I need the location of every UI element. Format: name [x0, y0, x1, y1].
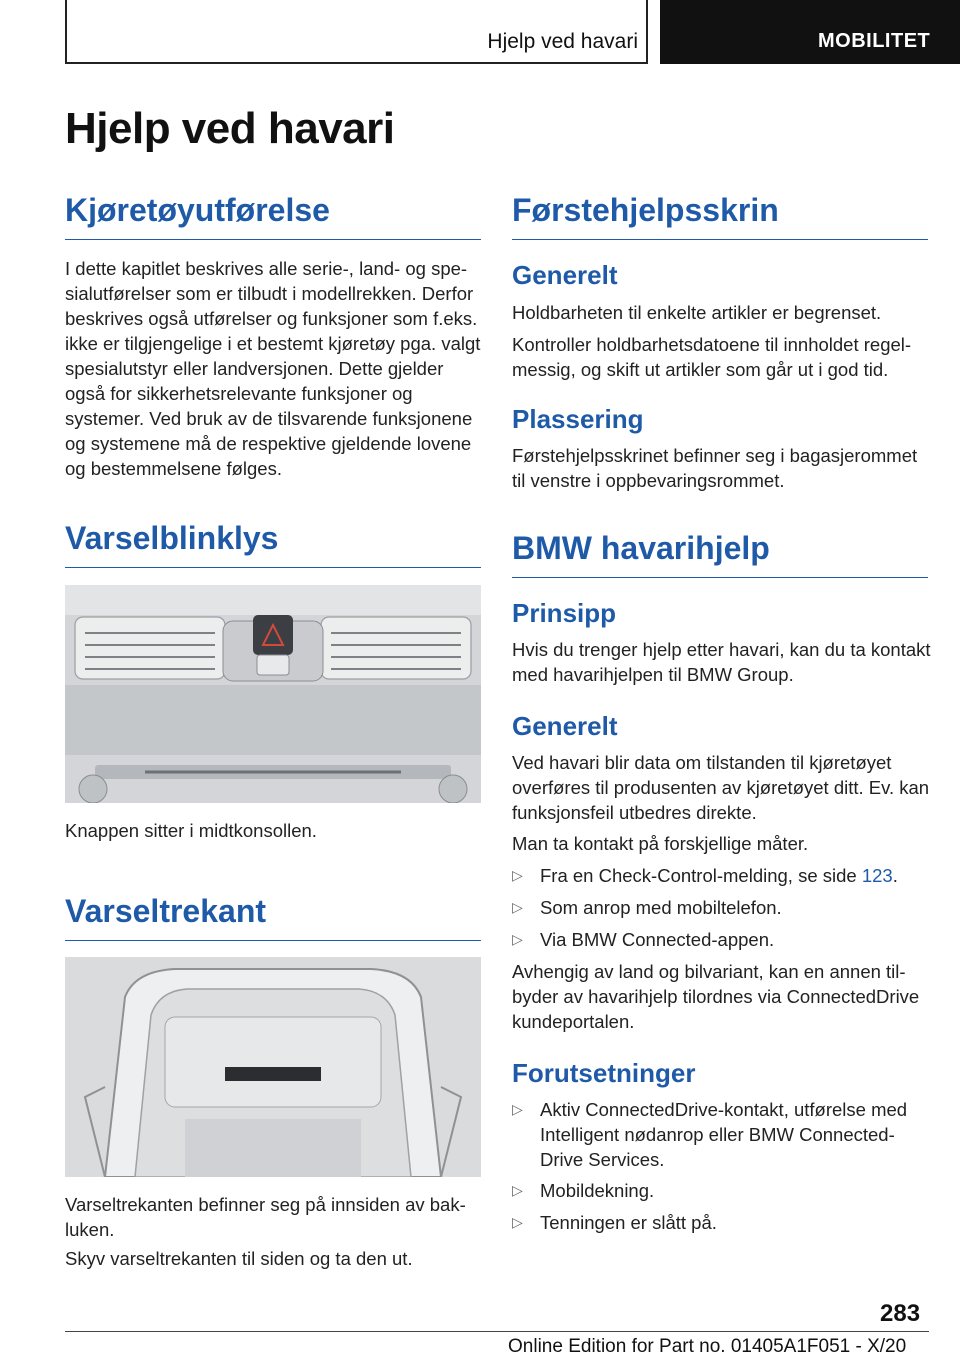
page-title: Hjelp ved havari: [65, 104, 395, 153]
assistance-general-text: Ved havari blir data om tilstanden til kjøretøyet overføres til produsenten av kjøretøyet ditt. Ev. kan funksjonsfeil utbedres direkte.: [512, 752, 930, 823]
triangle-bullet-icon: ▷: [512, 931, 523, 947]
header-chapter-tab[interactable]: MOBILITET: [660, 0, 960, 64]
section-heading-hazard-lights: Varselblinklys: [65, 520, 481, 568]
contact-methods-intro: Man ta kontakt på forskjellige måter.: [512, 833, 809, 854]
subheading-first-aid-location: Plassering: [512, 404, 644, 434]
section-heading-vehicle-version: Kjøretøyutførelse: [65, 192, 481, 240]
first-aid-general-text-1: Holdbarheten til enkelte artikler er begrenset.: [512, 302, 882, 323]
triangle-bullet-icon: ▷: [512, 1214, 523, 1230]
tailgate-illustration: [65, 957, 481, 1177]
subheading-prerequisites: Forutsetninger: [512, 1058, 696, 1088]
principle-text: Hvis du trenger hjelp etter havari, kan du ta kontakt med havarihjelpen til BMW Group.: [512, 639, 931, 685]
section-heading-bmw-roadside-assistance: BMW havarihjelp: [512, 530, 928, 578]
provider-assignment-text: Avhengig av land og bilvariant, kan en annen tilbyder av havarihjelp tilordnes via ConnectedDrive kundeportalen.: [512, 961, 920, 1032]
vehicle-version-text: I dette kapitlet beskrives alle serie-, land- og spesialutførelser som er tilbudt i modellrekken. Derfor beskrives også utførelser og funksjoner som f.eks. ikke er tilgjengelige i et bestemt kjøretøy pga. valgt spesialutstyr eller landversjonen. Dette gjelder også for sikkerhetsrelevante funksjoner og systemer. Ved bruk av de tilsvarende funksjonene og systemene må de respektive gjeldende lovene og bestemmelsene følges.: [65, 258, 481, 479]
hazard-button-caption: Knappen sitter i midtkonsollen.: [65, 820, 317, 841]
triangle-bullet-icon: ▷: [512, 867, 523, 883]
triangle-bullet-icon: ▷: [512, 1101, 523, 1117]
subheading-assistance-general: Generelt: [512, 711, 618, 741]
subheading-principle: Prinsipp: [512, 598, 617, 628]
triangle-bullet-icon: ▷: [512, 1182, 523, 1198]
subheading-first-aid-general: Generelt: [512, 260, 618, 290]
page-number: 283: [880, 1300, 921, 1327]
warning-triangle-caption-1: Varseltrekanten befinner seg på innsiden av bakluken.: [65, 1194, 466, 1240]
footer-divider: [65, 1331, 929, 1332]
footer-edition-text: Online Edition for Part no. 01405A1F051 - X/20: [508, 1336, 907, 1357]
first-aid-general-text-2: Kontroller holdbarhetsdatoene til innholdet regelmessig, og skift ut artikler som går ut i god tid.: [512, 334, 912, 380]
hazard-button-image: [65, 585, 481, 803]
section-heading-first-aid-kit: Førstehjelpsskrin: [512, 192, 928, 240]
warning-triangle-caption-2: Skyv varseltrekanten til siden og ta den ut.: [65, 1248, 413, 1269]
hazard-console-illustration: [65, 585, 481, 803]
page-reference-link[interactable]: 123: [861, 865, 893, 886]
first-aid-location-text: Førstehjelpsskrinet befinner seg i bagasjerommet til venstre i oppbevaringsrommet.: [512, 445, 918, 491]
warning-triangle-image: [65, 957, 481, 1177]
section-heading-warning-triangle: Varseltrekant: [65, 893, 481, 941]
triangle-bullet-icon: ▷: [512, 899, 523, 915]
header-section-title: Hjelp ved havari: [487, 30, 638, 53]
